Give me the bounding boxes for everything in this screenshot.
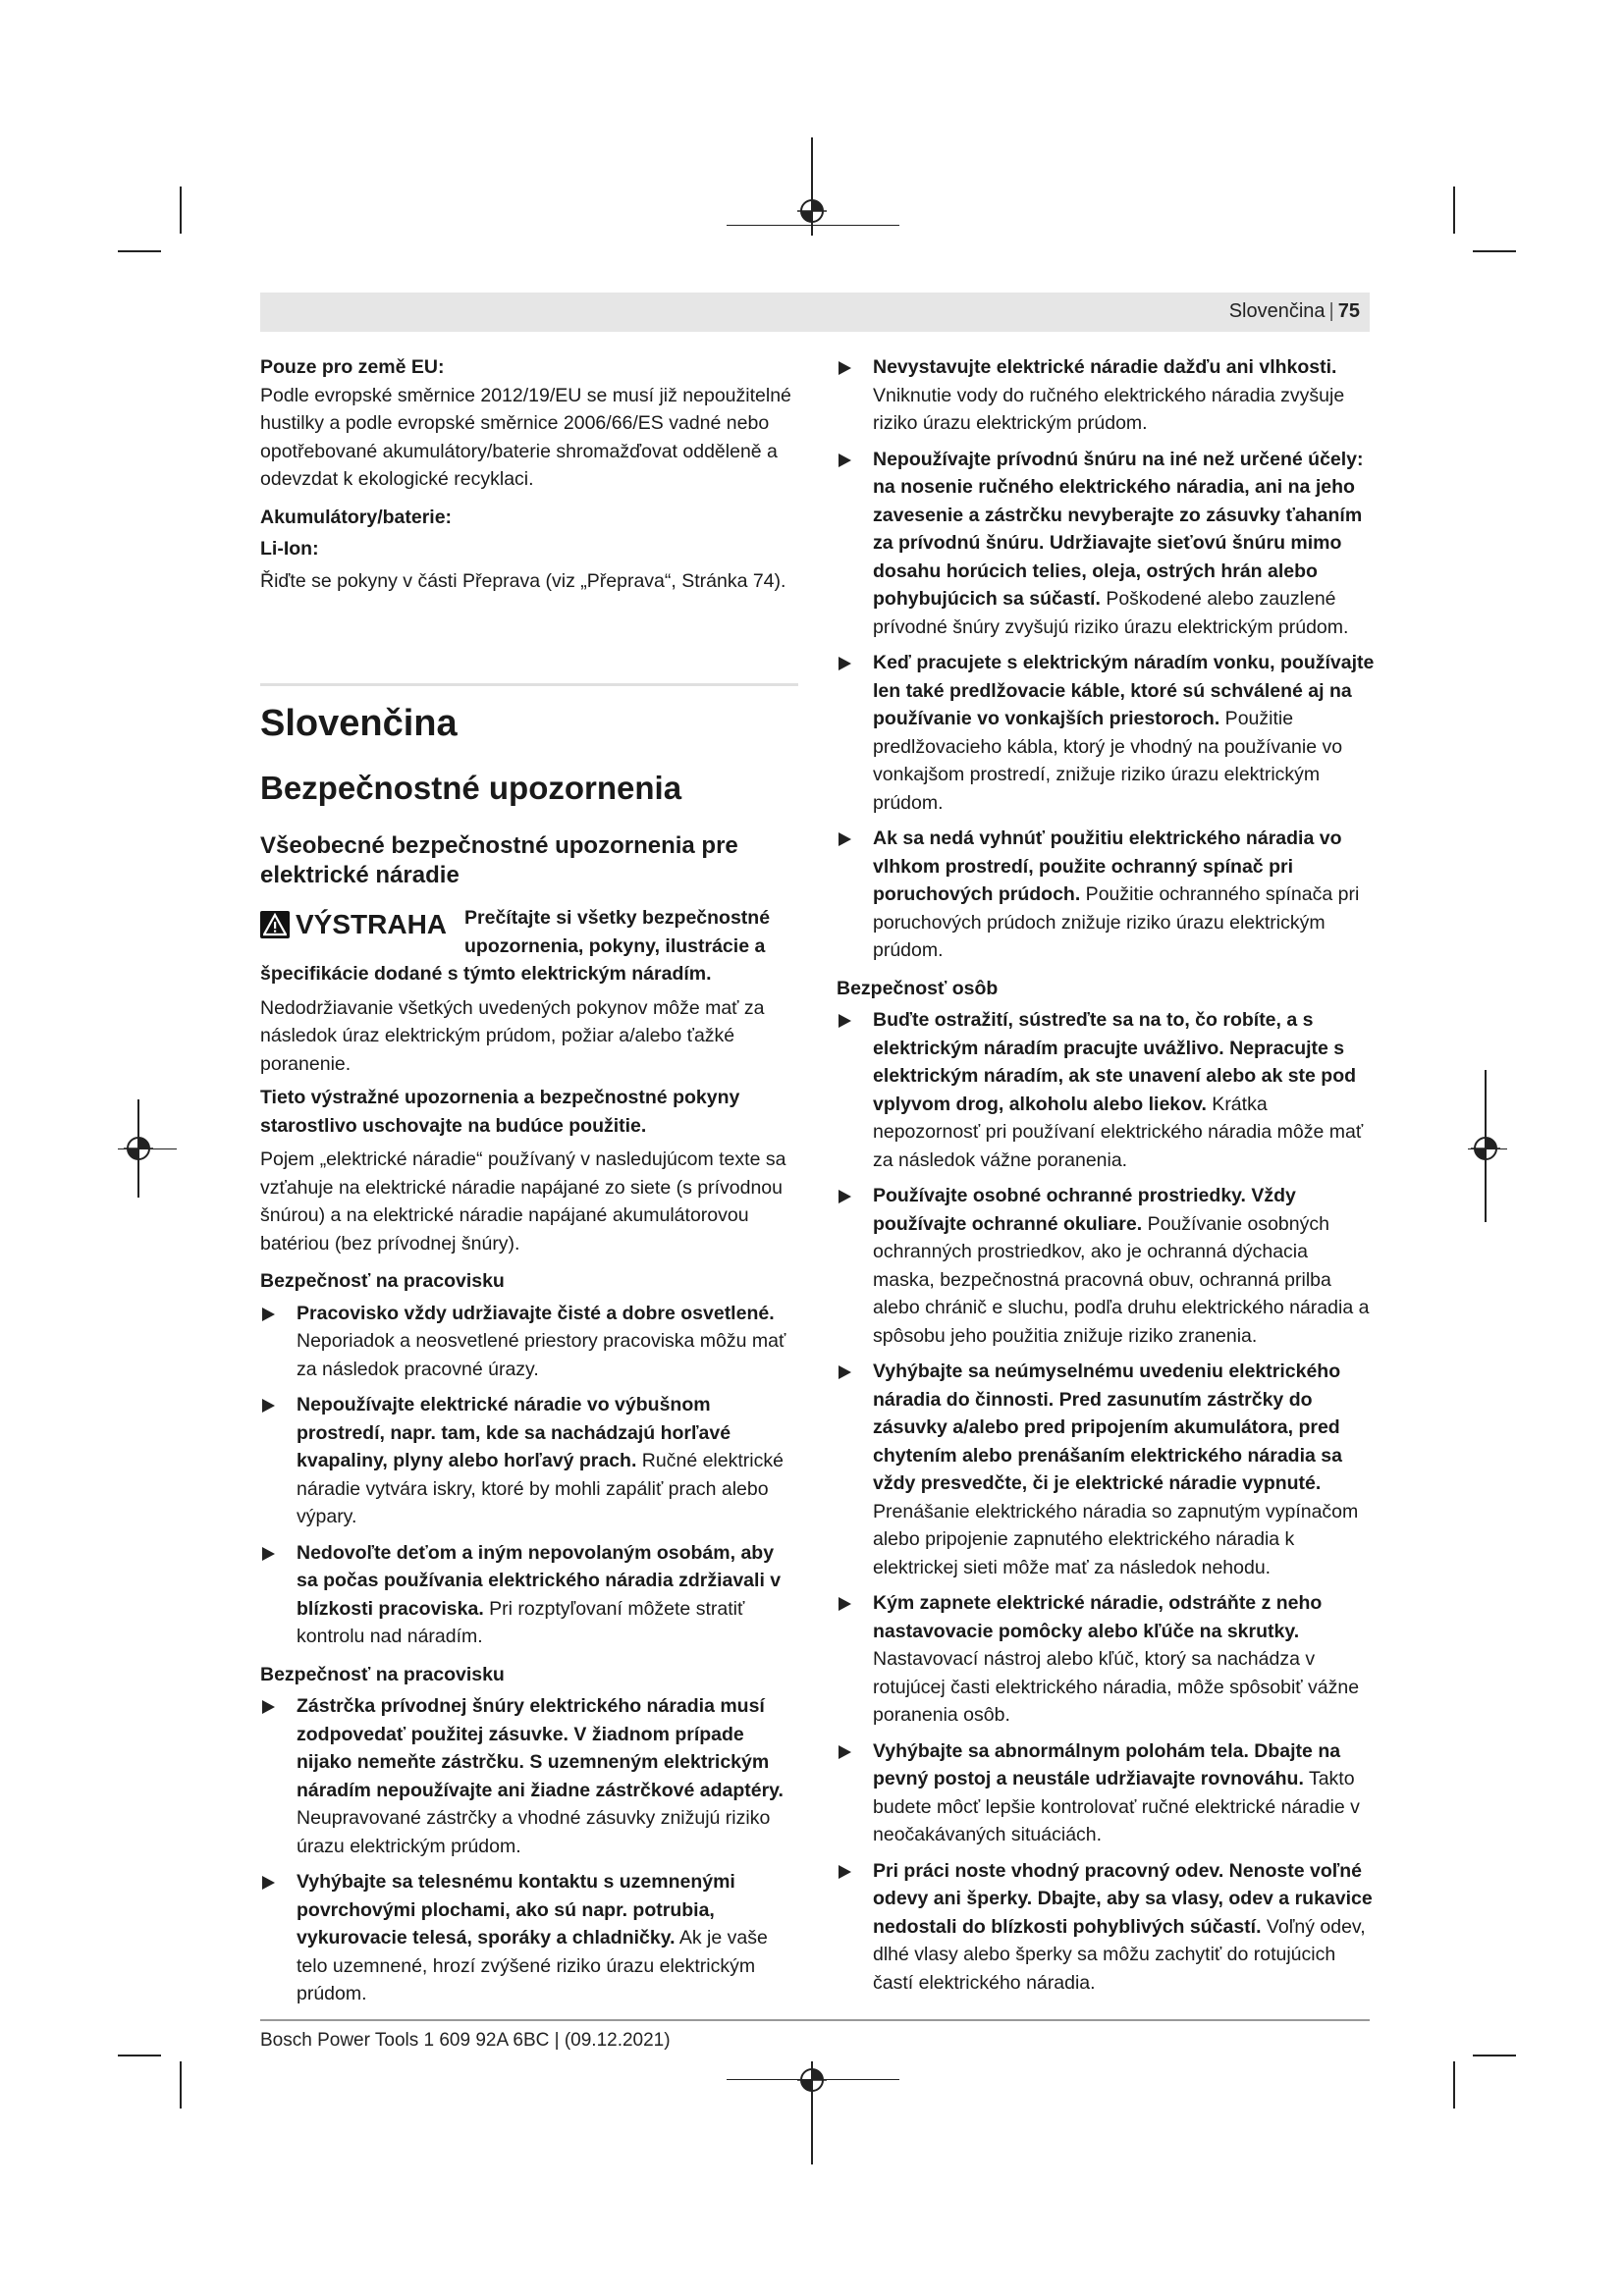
bullet-triangle-icon (262, 1308, 275, 1321)
warning-block (260, 904, 798, 988)
warning-text: Nedodržiavanie všetkých uvedených pokynov môže mať za následok úraz elektrickým prúdom, požiar a/alebo ťažké poranenie. (260, 996, 765, 1075)
header-text: Slovenčina | 75 (1228, 300, 1360, 322)
crop-mark (1473, 250, 1516, 252)
bullet-triangle-icon (839, 1597, 851, 1611)
item-text: Neupravované zástrčky a vhodné zásuvky znižujú riziko úrazu elektrickým prúdom. (297, 1807, 771, 1857)
registration-mark-icon (124, 1134, 153, 1163)
item-bold: Nevystavujte elektrické náradie dažďu ani vlhkosti. (873, 356, 1337, 378)
warning-label (260, 904, 464, 941)
bullet-triangle-icon (262, 1700, 275, 1714)
bullet-triangle-icon (839, 1865, 851, 1879)
registration-mark-icon (797, 2065, 827, 2095)
item-bold: Nepoužívajte elektrické náradie vo výbušnom prostredí, napr. tam, kde sa nachádzajú horľavé kvapaliny, plyny alebo horľavý prach. (297, 1394, 731, 1471)
term-definition: Pojem „elektrické náradie“ používaný v nasledujúcom texte sa vzťahuje na elektrické náradie napájané zo siete (s prívodnou šnúrou) a na elektrické náradie napájané akumulátorovou batériou (bez prívodnej šnúry). (260, 1148, 786, 1255)
bullet-triangle-icon (839, 1365, 851, 1379)
list-item (837, 1737, 1375, 1849)
warning-label-text: VÝSTRAHA (296, 909, 448, 939)
item-text: Poškodené alebo zauzlené prívodné šnúry zvyšujú riziko úrazu elektrickým prúdom. (873, 588, 1349, 638)
section-title: Bezpečnosť na pracovisku (260, 1663, 505, 1685)
item-bold: Vyhýbajte sa neúmyselnému uvedeniu elektrického náradia do činnosti. Pred zasunutím zástrčky do zásuvky a/alebo pred pripojením akumulátora, pred chytením alebo prenášaním elektrického náradia sa vždy presvedčte, či je elektrické náradie vypnuté. (873, 1361, 1342, 1494)
safety-heading: Bezpečnostné upozornenia (260, 770, 682, 806)
list-item (837, 1857, 1375, 1998)
footer-text: Bosch Power Tools 1 609 92A 6BC | (09.12.2021) (260, 2030, 671, 2051)
list-item (837, 446, 1375, 642)
crop-mark (118, 250, 161, 252)
list-item (260, 1868, 798, 2008)
list-item (837, 649, 1375, 817)
item-text: Použitie ochranného spínača pri poruchových prúdoch znižuje riziko úrazu elektrickým prúdom. (873, 883, 1360, 961)
page-header (260, 293, 1370, 332)
item-bold: Zástrčka prívodnej šnúry elektrického náradia musí zodpovedať použitej zásuvke. V žiadnom prípade nijako nemeňte zástrčku. S uzemneným elektrickým náradím nepoužívajte ani žiadne zástrčkové adaptéry. (297, 1695, 784, 1801)
item-bold: Buďte ostražití, sústreďte sa na to, čo robíte, a s elektrickým náradím pracujte uvážlivo. Nepracujte s elektrickým náradím, ak ste unavení alebo ak ste pod vplyvom drog, alkoholu alebo liekov. (873, 1009, 1357, 1115)
item-text: Ak je vaše telo uzemnené, hrozí zvýšené riziko úrazu elektrickým prúdom. (297, 1927, 768, 2004)
keep-instructions: Tieto výstražné upozornenia a bezpečnostné pokyny starostlivo uschovajte na budúce použitie. (260, 1087, 740, 1137)
item-text: Neporiadok a neosvetlené priestory pracoviska môžu mať za následok pracovné úrazy. (297, 1330, 786, 1380)
bullet-triangle-icon (839, 832, 851, 846)
item-text: Používanie osobných ochranných prostriedkov, ako je ochranná dýchacia maska, bezpečnostná pracovná obuv, ochranná prilba alebo chránič e sluchu, podľa druhu elektrického náradia a spôsobu jeho použitia znižuje riziko zranenia. (873, 1212, 1370, 1347)
crop-mark (180, 2061, 182, 2109)
list-item (837, 1358, 1375, 1581)
list-item (837, 1006, 1375, 1174)
item-text: Nastavovací nástroj alebo kľúč, ktorý sa nachádza v rotujúcej časti elektrického náradia, môže spôsobiť vážne poranenia osôb. (873, 1648, 1360, 1726)
list-item (260, 1300, 798, 1384)
section-title: Bezpečnosť na pracovisku (260, 1270, 505, 1292)
item-bold: Keď pracujete s elektrickým náradím vonku, používajte len také predlžovacie káble, ktoré sú schválené aj na používanie vo vonkajších priestoroch. (873, 652, 1375, 729)
header-language: Slovenčina (1228, 300, 1326, 322)
personal-safety-list (837, 1006, 1375, 1997)
bullet-triangle-icon (839, 361, 851, 375)
item-text: Takto budete môcť lepšie kontrolovať ručné elektrické náradie v neočakávaných situáciách. (873, 1768, 1360, 1845)
crop-mark (1453, 2061, 1455, 2109)
footer-divider (260, 2019, 1370, 2021)
warning-triangle-icon (260, 911, 290, 938)
item-bold: Pracovisko vždy udržiavajte čisté a dobre osvetlené. (297, 1302, 775, 1324)
crop-mark (118, 2055, 161, 2056)
bullet-triangle-icon (839, 1014, 851, 1028)
list-item (260, 1391, 798, 1531)
bullet-triangle-icon (262, 1876, 275, 1890)
electrical-safety-list (260, 1692, 798, 2008)
bullet-triangle-icon (262, 1547, 275, 1561)
warning-lead: Prečítajte si všetky bezpečnostné upozornenia, pokyny, ilustrácie a špecifikácie dodané s týmto elektrickým náradím. (260, 907, 771, 985)
crop-mark (180, 187, 182, 234)
item-text: Vniknutie vody do ručného elektrického náradia zvyšuje riziko úrazu elektrickým prúdom. (873, 384, 1345, 434)
eu-title: Pouze pro země EU: (260, 356, 445, 378)
list-item (837, 1589, 1375, 1730)
list-item (837, 825, 1375, 965)
general-safety-heading: Všeobecné bezpečnostné upozornenia pre elektrické náradie (260, 832, 738, 888)
list-item (260, 1692, 798, 1860)
language-heading: Slovenčina (260, 703, 458, 744)
bullet-triangle-icon (839, 454, 851, 467)
item-bold: Nedovoľte deťom a iným nepovolaným osobám, aby sa počas používania elektrického náradia zdržiavali v blízkosti pracoviska. (297, 1541, 782, 1620)
liion-text: Řiďte se pokyny v části Přeprava (viz „Přeprava“, Stránka 74). (260, 569, 786, 592)
registration-mark-icon (797, 196, 827, 226)
item-text: Voľný odev, dlhé vlasy alebo šperky sa môžu zachytiť do rotujúcich častí elektrického náradia. (873, 1915, 1366, 1994)
batteries-title: Akumulátory/baterie: (260, 506, 453, 528)
item-bold: Kým zapnete elektrické náradie, odstráňte z neho nastavovacie pomôcky alebo kľúče na skrutky. (873, 1592, 1323, 1642)
right-column (837, 353, 1375, 2004)
list-item (260, 1539, 798, 1651)
item-text: Krátka nepozornosť pri používaní elektrického náradia môže mať za následok vážne poranenia. (873, 1093, 1364, 1171)
work-area-list (260, 1300, 798, 1651)
item-bold: Ak sa nedá vyhnúť použitiu elektrického náradia vo vlhkom prostredí, použite ochranný spínač pri poruchových prúdoch. (873, 828, 1342, 905)
page-number: 75 (1337, 300, 1360, 322)
list-item (837, 353, 1375, 438)
registration-mark-icon (1471, 1134, 1500, 1163)
item-text: Pri rozptyľovaní môžete stratiť kontrolu nad náradím. (297, 1597, 745, 1647)
section-title: Bezpečnosť osôb (837, 977, 999, 999)
eu-text: Podle evropské směrnice 2012/19/EU se musí již nepoužitelné hustilky a podle evropské směrnice 2006/66/ES vadné nebo opotřebované akumulátory/baterie shromažďovat odděleně a odevzdat k ekologické recyklaci. (260, 384, 791, 490)
liion-title: Li-Ion: (260, 538, 319, 560)
item-bold: Nepoužívajte prívodnú šnúru na iné než určené účely: na nosenie ručného elektrického náradia, ani na jeho zavesenie a zástrčku nevyberajte zo zásuvky ťahaním za prívodnú šnúru. Udržiavajte sieťovú šnúru mimo dosahu horúcich telies, oleja, ostrých hrán alebo pohybujúcich sa súčastí. (873, 448, 1364, 610)
left-column (260, 353, 798, 2016)
crop-mark (1473, 2055, 1516, 2056)
bullet-triangle-icon (839, 657, 851, 670)
section-divider (260, 683, 798, 686)
bullet-triangle-icon (839, 1190, 851, 1203)
electrical-safety-list-cont (837, 353, 1375, 965)
bullet-triangle-icon (839, 1745, 851, 1759)
item-text: Použitie predlžovacieho kábla, ktorý je vhodný na používanie vo vonkajšom prostredí, znižuje riziko úrazu elektrickým prúdom. (873, 708, 1343, 814)
bullet-triangle-icon (262, 1399, 275, 1413)
item-text: Ručné elektrické náradie vytvára iskry, ktoré by mohli zapáliť prach alebo výpary. (297, 1450, 784, 1527)
crop-mark (1453, 187, 1455, 234)
item-bold: Pri práci noste vhodný pracovný odev. Nenoste voľné odevy ani šperky. Dbajte, aby sa vlasy, odev a rukavice nedostali do blízkosti pohyblivých súčastí. (873, 1859, 1373, 1938)
item-bold: Používajte osobné ochranné prostriedky. Vždy používajte ochranné okuliare. (873, 1185, 1296, 1235)
item-bold: Vyhýbajte sa telesnému kontaktu s uzemnenými povrchovými plochami, ako sú napr. potrubia, vykurovacie telesá, sporáky a chladničky. (297, 1871, 735, 1949)
item-text: Prenášanie elektrického náradia so zapnutým vypínačom alebo pripojenie zapnutého elektrického náradia k elektrickej sieti môže mať za následok nehodu. (873, 1500, 1359, 1578)
item-bold: Vyhýbajte sa abnormálnym polohám tela. Dbajte na pevný postoj a neustále udržiavajte rovnováhu. (873, 1739, 1341, 1789)
list-item (837, 1182, 1375, 1350)
